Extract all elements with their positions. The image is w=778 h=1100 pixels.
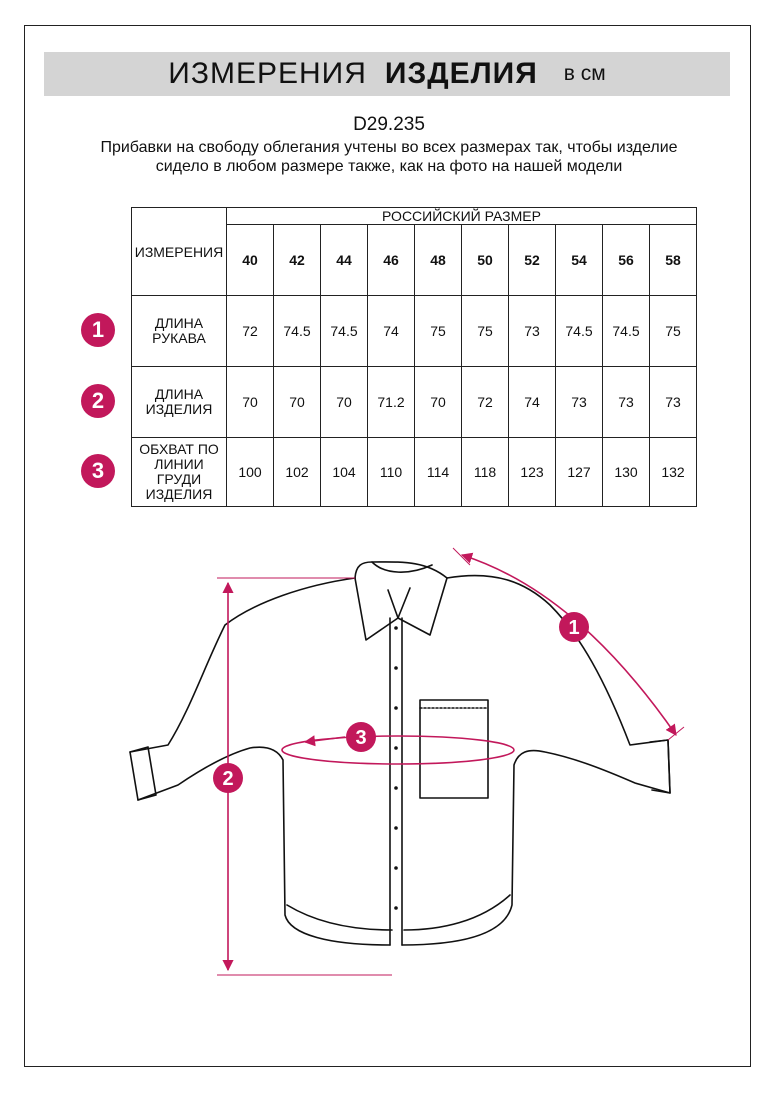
value-cell: 104 [321,438,368,507]
value-cell: 70 [274,367,321,438]
value-cell: 75 [415,296,462,367]
size-cell: 54 [556,225,603,296]
size-cell: 46 [368,225,415,296]
size-cell: 42 [274,225,321,296]
value-cell: 132 [650,438,697,507]
row-badge-2: 2 [81,384,115,418]
marker-1-label: 1 [568,617,580,639]
value-cell: 74.5 [603,296,650,367]
chest-arrow [305,737,345,742]
value-cell: 74.5 [321,296,368,367]
size-cell: 44 [321,225,368,296]
size-cell: 48 [415,225,462,296]
value-cell: 73 [556,367,603,438]
row-label-line: ГРУДИ [156,471,202,487]
value-cell: 70 [321,367,368,438]
title-measurements: ИЗМЕРЕНИЯ [168,57,367,90]
shirt-body-right [402,576,670,945]
row-label-line: ИЗДЕЛИЯ [145,486,213,502]
marker-3-label: 3 [355,727,367,749]
value-cell: 73 [650,367,697,438]
marker-1 [559,612,589,642]
value-cell: 70 [415,367,462,438]
marker-2-label: 2 [222,768,234,790]
row-badge-3: 3 [81,454,115,488]
row-label-line: ИЗДЕЛИЯ [145,401,213,417]
value-cell: 72 [462,367,509,438]
value-cell: 74.5 [556,296,603,367]
size-cell: 58 [650,225,697,296]
value-cell: 118 [462,438,509,507]
size-cell: 50 [462,225,509,296]
model-code: D29.235 [353,114,425,135]
row-badge-1: 1 [81,313,115,347]
row-label-line: РУКАВА [152,330,206,346]
title-unit: в см [563,62,606,85]
value-cell: 127 [556,438,603,507]
row-label-line: ЛИНИИ [154,456,204,472]
value-cell: 123 [509,438,556,507]
value-cell: 75 [462,296,509,367]
value-cell: 100 [227,438,274,507]
size-cell: 40 [227,225,274,296]
value-cell: 74 [368,296,415,367]
sleeve-arrow [462,555,676,735]
value-cell: 130 [603,438,650,507]
value-cell: 72 [227,296,274,367]
fit-note: Прибавки на свободу облегания учтены во всех размерах так, чтобы изделие сидело в любом размере также, как на фото на нашей модели [100,139,678,175]
value-cell: 74.5 [274,296,321,367]
marker-2 [213,763,243,793]
value-cell: 74 [509,367,556,438]
size-group-header: РОССИЙСКИЙ РАЗМЕР [227,208,697,225]
shirt-body-left [130,578,390,945]
value-cell: 110 [368,438,415,507]
value-cell: 102 [274,438,321,507]
value-cell: 70 [227,367,274,438]
shirt-pocket [420,700,488,798]
value-cell: 114 [415,438,462,507]
marker-3 [346,722,376,752]
value-cell: 73 [603,367,650,438]
row-label-line: ДЛИНА [154,315,204,331]
value-cell: 75 [650,296,697,367]
shirt-collar [355,562,447,578]
row-label-line: ОБХВАТ ПО [139,441,219,457]
value-cell: 71.2 [368,367,415,438]
title-product: ИЗДЕЛИЯ [384,57,538,90]
row-label-line: ДЛИНА [154,386,204,402]
measurements-header: ИЗМЕРЕНИЯ [132,208,227,296]
size-cell: 56 [603,225,650,296]
value-cell: 73 [509,296,556,367]
size-cell: 52 [509,225,556,296]
